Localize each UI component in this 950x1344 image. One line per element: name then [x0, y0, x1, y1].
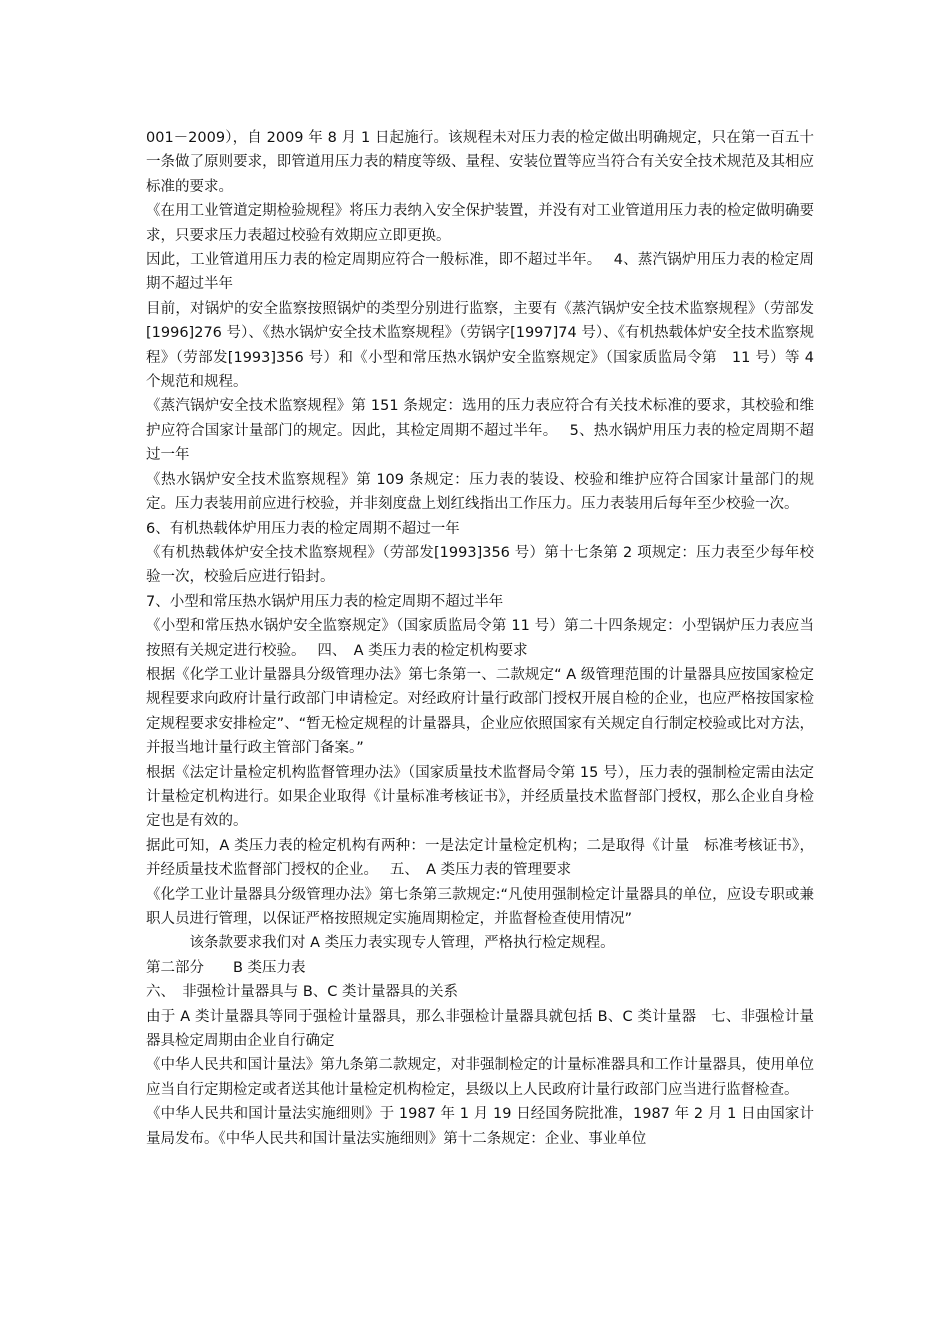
paragraph: 《化学工业计量器具分级管理办法》第七条第三款规定:“凡使用强制检定计量器具的单位，应设专职或兼职人员进行管理，以保证严格按照规定实施周期检定，并监督检查使用情况” [146, 886, 814, 927]
section-heading: 六、 非强检计量器具与 B、C 类计量器具的关系 [146, 984, 459, 1001]
paragraph: 《有机热载体炉安全技术监察规程》（劳部发[1993]356 号）第十七条第 2 项规定：压力表至少每年校验一次，校验后应进行铅封。 [146, 544, 814, 586]
part-heading: 第二部分 B 类压力表 [146, 959, 306, 976]
document-body [146, 126, 814, 1151]
paragraph: 《热水锅炉安全技术监察规程》第 109 条规定：压力表的装设、校验和维护应符合国家计量部门的规定。压力表装用前应进行校验，并非刻度盘上划红线指出工作压力。压力表装用后每年至少校验一次。 [146, 471, 814, 513]
paragraph: 《小型和常压热水锅炉安全监察规定》（国家质监局令第 11 号）第二十四条规定：小型锅炉压力表应当按照有关规定进行校验。 四、 A 类压力表的检定机构要求 [146, 618, 814, 659]
section-heading: 7、小型和常压热水锅炉用压力表的检定周期不超过半年 [146, 593, 504, 610]
paragraph: 因此，工业管道用压力表的检定周期应符合一般标准，即不超过半年。 4、蒸汽锅炉用压力表的检定周期不超过半年 [146, 252, 814, 293]
paragraph: 由于 A 类计量器具等同于强检计量器具，那么非强检计量器具就包括 B、C 类计量器 七、非强检计量器具检定周期由企业自行确定 [146, 1008, 814, 1050]
paragraph: 根据《化学工业计量器具分级管理办法》第七条第一、二款规定“ A 级管理范围的计量器具应按国家检定规程要求向政府计量行政部门申请检定。对经政府计量行政部门授权开展自检的企业，也应严格按国家检定规程要求安排检定”、“暂无检定规程的计量器具，企业应依照国家有关规定自行制定校验或比对方法，并报当地计量行政主管部门备案。” [146, 666, 814, 757]
paragraph: 据此可知，A 类压力表的检定机构有两种：一是法定计量检定机构；二是取得《计量 标准考核证书》，并经质量技术监督部门授权的企业。 五、 A 类压力表的管理要求 [146, 837, 814, 879]
paragraph: 《中华人民共和国计量法》第九条第二款规定，对非强制检定的计量标准器具和工作计量器具，使用单位应当自行定期检定或者送其他计量检定机构检定，县级以上人民政府计量行政部门应当进行监督检查。 [146, 1057, 814, 1098]
paragraph: 该条款要求我们对 A 类压力表实现专人管理，严格执行检定规程。 [146, 935, 615, 952]
section-heading: 6、有机热载体炉用压力表的检定周期不超过一年 [146, 520, 460, 537]
paragraph: 目前，对锅炉的安全监察按照锅炉的类型分别进行监察，主要有《蒸汽锅炉安全技术监察规程》（劳部发[1996]276 号）、《热水锅炉安全技术监察规程》（劳锅字[1997]74 号）、《有机热载体炉安全技术监察规程》（劳部发[1993]356 号）和《小型和常压热水锅炉安全监察规定》（国家质监局令第 11 号）等 4 个规范和规程。 [146, 300, 814, 391]
paragraph: 001－2009），自 2009 年 8 月 1 日起施行。该规程未对压力表的检定做出明确规定，只在第一百五十一条做了原则要求，即管道用压力表的精度等级、量程、安装位置等应当符合有关安全技术规范及其相应标准的要求。 [146, 130, 814, 195]
paragraph: 《中华人民共和国计量法实施细则》于 1987 年 1 月 19 日经国务院批准，1987 年 2 月 1 日由国家计量局发布。《中华人民共和国计量法实施细则》第十二条规定：企业、事业单位 [146, 1106, 814, 1147]
paragraph: 根据《法定计量检定机构监督管理办法》（国家质量技术监督局令第 15 号），压力表的强制检定需由法定计量检定机构进行。如果企业取得《计量标准考核证书》，并经质量技术监督部门授权，那么企业自身检定也是有效的。 [146, 764, 814, 830]
paragraph: 《在用工业管道定期检验规程》将压力表纳入安全保护装置，并没有对工业管道用压力表的检定做明确要求，只要求压力表超过校验有效期应立即更换。 [146, 203, 814, 244]
paragraph: 《蒸汽锅炉安全技术监察规程》第 151 条规定：选用的压力表应符合有关技术标准的要求，其校验和维护应符合国家计量部门的规定。因此，其检定周期不超过半年。 5、热水锅炉用压力表的检定周期不超过一年 [146, 398, 814, 464]
